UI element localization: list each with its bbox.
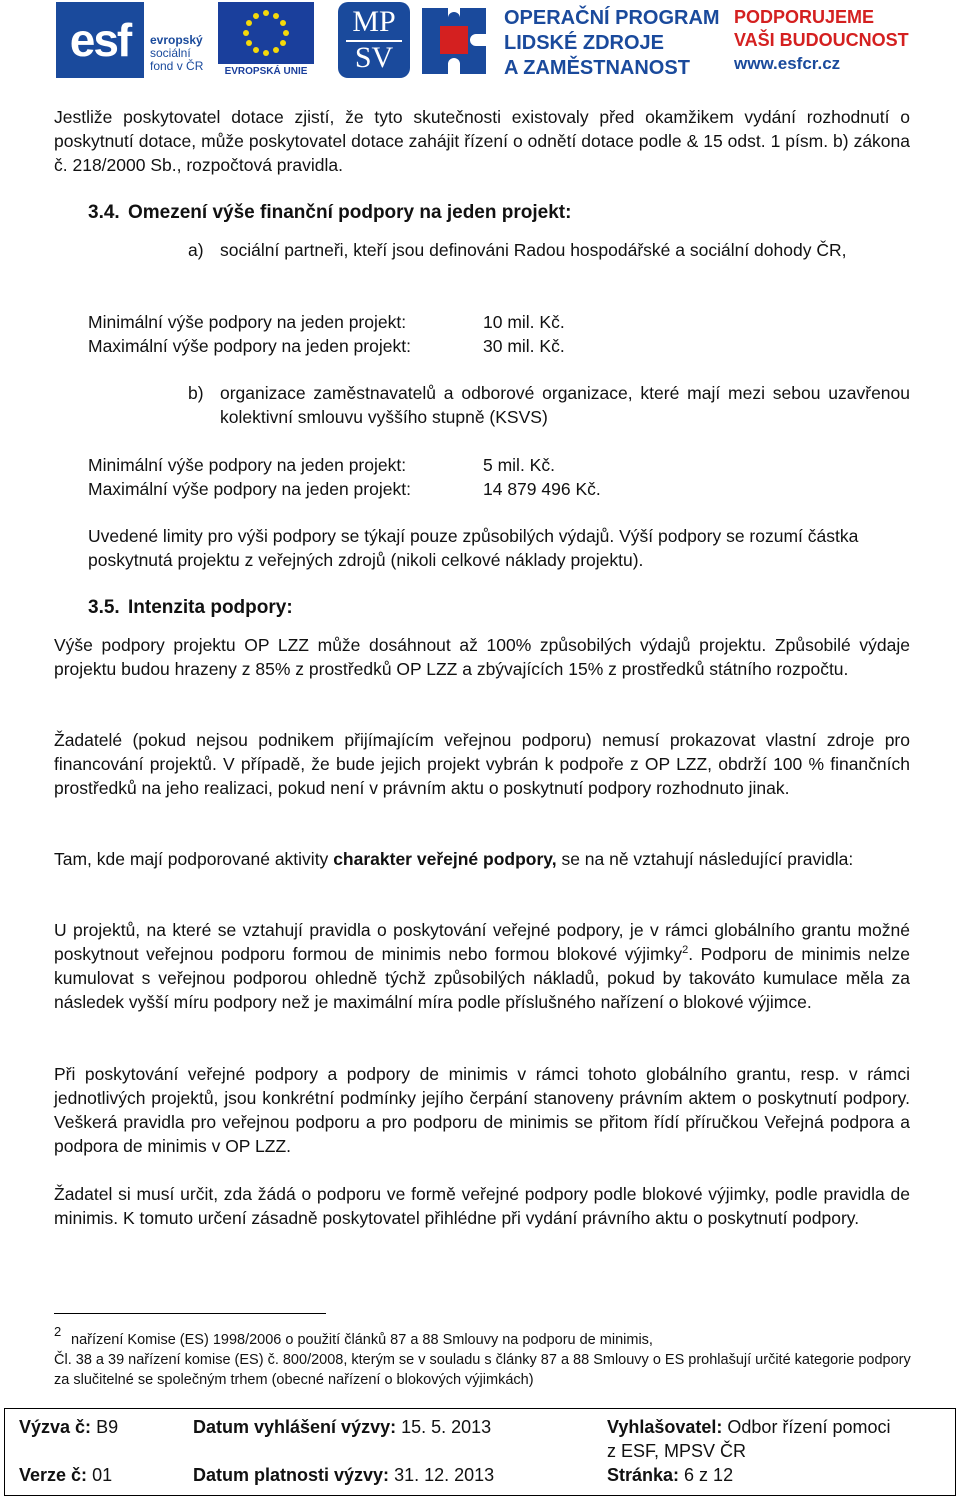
p3-after: se na ně vztahují následující pravidla:: [561, 849, 854, 869]
p3-before: Tam, kde mají podporované aktivity: [54, 849, 329, 869]
issuer: [607, 1415, 890, 1439]
esf-line-3: fond v ČR: [150, 59, 204, 73]
esf-logo: [56, 2, 214, 78]
item-b-min-value: 5 mil. Kč.: [483, 455, 555, 475]
page-header: [0, 0, 960, 86]
item-a-max-label: Maximální výše podpory na jeden projekt:: [88, 336, 411, 356]
item-b-min-label: Minimální výše podpory na jeden projekt:: [88, 455, 407, 475]
version-value: 01: [92, 1465, 113, 1485]
page-value: 6 z 12: [684, 1465, 734, 1485]
intensity-paragraph-2: Žadatelé (pokud nejsou podnikem přijímajícím veřejnou podporu) nemusí prokazovat vlastní zdroje pro financování projektů. V případě, že bude jejich projekt vybrán k podpoře z OP LZZ, obdrží 100 % finančních prostředků na jeho realizaci, pokud není v právním aktu o poskytnutí podpory rozhodnuto jinak.: [54, 730, 910, 798]
support-line-1: PODPORUJEME: [734, 7, 875, 27]
item-a-label: a): [188, 240, 204, 260]
item-b-text: organizace zaměstnavatelů a odborové organizace, které mají mezi sebou uzavřenou kolektivní smlouvu vyššího stupně (KSVS): [220, 383, 910, 427]
page-number: [607, 1463, 733, 1487]
esf-logo-text: [150, 34, 203, 73]
item-a-max-value: 30 mil. Kč.: [483, 336, 565, 356]
limits-note: Uvedené limity pro výši podpory se týkají pouze způsobilých výdajů. Výší podpory se rozumí částka poskytnutá projektu z veřejných zdrojů (nikoli celkové náklady projektu).: [88, 526, 859, 570]
footnote-line-1: nařízení Komise (ES) 1998/2006 o použití článků 87 a 88 Smlouvy na podporu de minimis,: [71, 1332, 653, 1348]
intensity-paragraph-5: Při poskytování veřejné podpory a podpory de minimis v rámci tohoto globálního grantu, resp. v rámci jednotlivých projektů, jsou konkrétní podmínky jejího čerpání stanoveny právním aktem o poskytnutí podpory. Veškerá pravidla pro veřejnou podporu a pro podporu de minimis se přitom řídí příručkou Veřejná podpora a podpora de minimis v OP LZZ.: [54, 1064, 910, 1156]
p3-bold: charakter veřejné podpory,: [333, 849, 557, 869]
intensity-paragraph-4: [54, 918, 910, 1014]
footnote-line-2: Čl. 38 a 39 nařízení komise (ES) č. 800/2008, kterým se v souladu s články 87 a 88 Smlouvy o ES prohlašují určité kategorie podpory za slučitelné se společným trhem (obecné nařízení o blokových výjimkách): [54, 1352, 911, 1388]
section-3-5-heading: [88, 597, 293, 619]
p4-after: . Podporu de minimis nelze kumulovat s veřejnou podporou ohledně týchž způsobilých nákladů, pokud by takováto kumulace měla za následek vyšší míru podpory než je maximální míra podle příslušného nařízení o blokové výjimce.: [54, 944, 910, 1012]
call-label: Výzva č:: [19, 1417, 92, 1437]
item-a-text: sociální partneři, kteří jsou definováni Radou hospodářské a sociální dohody ČR,: [220, 240, 847, 260]
footnote-mark: 2: [54, 1324, 62, 1339]
item-a-max-row: [88, 334, 565, 358]
esf-line-2: sociální: [150, 46, 191, 60]
item-b-label: b): [188, 383, 204, 403]
esf-line-1: evropský: [150, 33, 203, 47]
item-a-min-row: [88, 310, 565, 334]
limit-item-a: [188, 238, 910, 262]
eu-label: EVROPSKÁ UNIE: [224, 66, 308, 77]
intensity-paragraph-3: [54, 847, 910, 871]
mpsv-top: MP: [352, 5, 396, 38]
item-b-max-row: [88, 477, 601, 501]
intro-paragraph: Jestliže poskytovatel dotace zjistí, že tyto skutečnosti existovaly před okamžikem vydání rozhodnutí o poskytnutí dotace, může poskytovatel dotace zahájit řízení o odnětí dotace podle & 15 odst. 1 písm. b) zákona č. 218/2000 Sb., rozpočtová pravidla.: [54, 107, 910, 175]
op-lzz-logo-text: [504, 6, 724, 81]
op-line-2: LIDSKÉ ZDROJE: [504, 32, 665, 54]
item-b-max-label: Maximální výše podpory na jeden projekt:: [88, 479, 411, 499]
op-line-3: A ZAMĚSTNANOST: [504, 57, 690, 79]
valid-label: Datum platnosti výzvy:: [193, 1465, 390, 1485]
issuer-value-1: Odbor řízení pomoci: [727, 1417, 891, 1437]
item-a-min-value: 10 mil. Kč.: [483, 312, 565, 332]
support-url: www.esfcr.cz: [734, 54, 841, 73]
op-line-1: OPERAČNÍ PROGRAM: [504, 7, 720, 29]
puzzle-icon: [418, 4, 490, 78]
mpsv-logo: [338, 2, 410, 78]
limit-item-b: [188, 381, 910, 429]
section-3-5-title: Intenzita podpory:: [128, 597, 293, 618]
item-b-min-row: [88, 453, 555, 477]
section-3-4-title: Omezení výše finanční podpory na jeden projekt:: [128, 202, 572, 223]
section-3-5-number: 3.5.: [88, 597, 120, 618]
section-3-4-heading: [88, 202, 571, 224]
p4-before: U projektů, na které se vztahují pravidla o poskytování veřejné podpory, je v rámci globálního grantu možné poskytnout veřejnou podporu formou de minimis nebo formou blokové výjimky: [54, 920, 910, 964]
announce-date: [193, 1415, 491, 1439]
eu-logo: [218, 2, 314, 78]
footnote: [54, 1322, 914, 1390]
mpsv-bottom: SV: [354, 41, 394, 74]
intensity-paragraph-6: Žadatel si musí určit, zda žádá o podporu ve formě veřejné podpory podle blokové výjimky, podle pravidla de minimis. K tomuto určení zásadně poskytovatel přihlédne při vydání právního aktu o poskytnutí podpory.: [54, 1184, 910, 1228]
esf-mark: esf: [56, 2, 144, 78]
footnote-ref: 2: [682, 944, 689, 957]
support-line-2: VAŠI BUDOUCNOST: [734, 30, 909, 50]
item-b-max-value: 14 879 496 Kč.: [483, 479, 601, 499]
support-logo-text: [734, 6, 934, 75]
issuer-label: Vyhlašovatel:: [607, 1417, 723, 1437]
announce-value: 15. 5. 2013: [401, 1417, 492, 1437]
page-footer: [4, 1408, 956, 1496]
issuer-line-2: z ESF, MPSV ČR: [607, 1441, 747, 1461]
page-label: Stránka:: [607, 1465, 680, 1485]
eu-flag-icon: [218, 2, 314, 64]
valid-value: 31. 12. 2013: [394, 1465, 495, 1485]
version-label: Verze č:: [19, 1465, 88, 1485]
footnote-rule: [54, 1313, 326, 1314]
announce-label: Datum vyhlášení výzvy:: [193, 1417, 397, 1437]
intensity-paragraph-1: Výše podpory projektu OP LZZ může dosáhnout až 100% způsobilých výdajů projektu. Způsobilé výdaje projektu budou hrazeny z 85% z prostředků OP LZZ a zbývajících 15% z prostředků státního rozpočtu.: [54, 635, 910, 679]
section-3-4-number: 3.4.: [88, 202, 120, 223]
version-number: [19, 1463, 112, 1487]
call-value: B9: [96, 1417, 119, 1437]
item-a-min-label: Minimální výše podpory na jeden projekt:: [88, 312, 407, 332]
valid-date: [193, 1463, 494, 1487]
call-number: [19, 1415, 118, 1439]
